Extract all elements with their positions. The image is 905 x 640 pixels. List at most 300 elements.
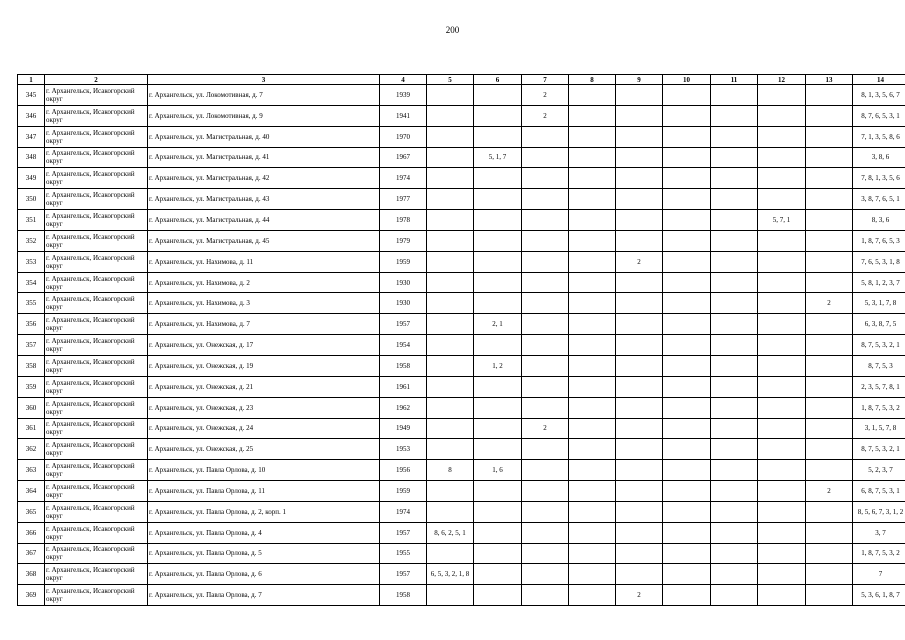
district-cell: г. Архангельск, Исакогорский округ (45, 210, 148, 231)
table-row (18, 272, 905, 293)
value-cell (427, 293, 474, 314)
row-number: 368 (18, 564, 45, 585)
value-cell (758, 543, 806, 564)
district-cell: г. Архангельск, Исакогорский округ (45, 251, 148, 272)
value-cell (569, 105, 616, 126)
table-row (18, 314, 905, 335)
table-row (18, 481, 905, 502)
value-cell (616, 230, 663, 251)
value-cell (616, 418, 663, 439)
value-cell (663, 210, 711, 231)
value-cell (474, 272, 522, 293)
value-cell (806, 105, 853, 126)
column-header: 1 (18, 75, 45, 85)
column-header: 14 (853, 75, 905, 85)
value-cell (711, 481, 758, 502)
address-cell: г. Архангельск, ул. Локомотивная, д. 7 (148, 85, 380, 106)
value-cell: 3, 8, 7, 6, 5, 1 (853, 189, 905, 210)
value-cell (616, 335, 663, 356)
value-cell (427, 418, 474, 439)
value-cell (474, 376, 522, 397)
address-cell: г. Архангельск, ул. Магистральная, д. 44 (148, 210, 380, 231)
value-cell (758, 147, 806, 168)
table-row (18, 418, 905, 439)
value-cell (522, 355, 569, 376)
value-cell: 2 (616, 251, 663, 272)
value-cell: 7, 8, 1, 3, 5, 6 (853, 168, 905, 189)
value-cell (806, 522, 853, 543)
value-cell (522, 481, 569, 502)
value-cell (616, 564, 663, 585)
value-cell (522, 272, 569, 293)
row-number: 356 (18, 314, 45, 335)
value-cell (663, 189, 711, 210)
value-cell (663, 585, 711, 606)
table-row (18, 168, 905, 189)
value-cell: 8, 5, 6, 7, 3, 1, 2 (853, 501, 905, 522)
address-cell: г. Архангельск, ул. Онежская, д. 23 (148, 397, 380, 418)
value-cell (569, 251, 616, 272)
table-row (18, 543, 905, 564)
column-header: 3 (148, 75, 380, 85)
value-cell (427, 543, 474, 564)
value-cell (663, 522, 711, 543)
value-cell: 1, 8, 7, 5, 3, 2 (853, 397, 905, 418)
row-number: 348 (18, 147, 45, 168)
table-row (18, 189, 905, 210)
value-cell (616, 272, 663, 293)
value-cell (522, 147, 569, 168)
address-cell: г. Архангельск, ул. Павла Орлова, д. 2, корп. 1 (148, 501, 380, 522)
value-cell (711, 189, 758, 210)
year-cell: 1962 (380, 397, 427, 418)
district-cell: г. Архангельск, Исакогорский округ (45, 418, 148, 439)
value-cell: 5, 3, 1, 7, 8 (853, 293, 905, 314)
value-cell: 8, 7, 6, 5, 3, 1 (853, 105, 905, 126)
value-cell (663, 501, 711, 522)
district-cell: г. Архангельск, Исакогорский округ (45, 564, 148, 585)
value-cell (569, 293, 616, 314)
value-cell (758, 355, 806, 376)
value-cell: 3, 8, 6 (853, 147, 905, 168)
row-number: 357 (18, 335, 45, 356)
row-number: 359 (18, 376, 45, 397)
value-cell (474, 293, 522, 314)
address-cell: г. Архангельск, ул. Магистральная, д. 40 (148, 126, 380, 147)
value-cell (711, 335, 758, 356)
table-row (18, 460, 905, 481)
address-cell: г. Архангельск, ул. Магистральная, д. 41 (148, 147, 380, 168)
value-cell (806, 168, 853, 189)
value-cell (522, 397, 569, 418)
value-cell (427, 251, 474, 272)
value-cell (569, 168, 616, 189)
value-cell: 3, 1, 5, 7, 8 (853, 418, 905, 439)
row-number: 360 (18, 397, 45, 418)
district-cell: г. Архангельск, Исакогорский округ (45, 355, 148, 376)
value-cell (663, 251, 711, 272)
value-cell (474, 105, 522, 126)
value-cell (663, 439, 711, 460)
value-cell (806, 210, 853, 231)
table-row (18, 439, 905, 460)
value-cell: 2 (522, 418, 569, 439)
district-cell: г. Архангельск, Исакогорский округ (45, 460, 148, 481)
year-cell: 1957 (380, 564, 427, 585)
value-cell (663, 397, 711, 418)
district-cell: г. Архангельск, Исакогорский округ (45, 126, 148, 147)
column-header: 9 (616, 75, 663, 85)
value-cell (758, 126, 806, 147)
value-cell (711, 543, 758, 564)
value-cell (806, 147, 853, 168)
value-cell (663, 564, 711, 585)
year-cell: 1967 (380, 147, 427, 168)
value-cell (522, 230, 569, 251)
value-cell (427, 376, 474, 397)
value-cell (474, 230, 522, 251)
value-cell (569, 418, 616, 439)
value-cell (711, 314, 758, 335)
value-cell (474, 481, 522, 502)
value-cell (711, 210, 758, 231)
value-cell (806, 501, 853, 522)
address-cell: г. Архангельск, ул. Павла Орлова, д. 7 (148, 585, 380, 606)
value-cell (711, 293, 758, 314)
value-cell (806, 272, 853, 293)
value-cell (806, 397, 853, 418)
value-cell (758, 335, 806, 356)
value-cell (663, 272, 711, 293)
year-cell: 1958 (380, 585, 427, 606)
value-cell (616, 376, 663, 397)
value-cell (569, 189, 616, 210)
value-cell: 2 (616, 585, 663, 606)
value-cell (474, 543, 522, 564)
address-cell: г. Архангельск, ул. Нахимова, д. 11 (148, 251, 380, 272)
value-cell (474, 418, 522, 439)
value-cell (758, 168, 806, 189)
value-cell (616, 460, 663, 481)
register-table (17, 74, 905, 606)
year-cell: 1930 (380, 293, 427, 314)
column-header: 2 (45, 75, 148, 85)
value-cell (522, 585, 569, 606)
address-cell: г. Архангельск, ул. Магистральная, д. 43 (148, 189, 380, 210)
row-number: 365 (18, 501, 45, 522)
value-cell (427, 397, 474, 418)
row-number: 350 (18, 189, 45, 210)
address-cell: г. Архангельск, ул. Онежская, д. 25 (148, 439, 380, 460)
value-cell (427, 585, 474, 606)
table-body (18, 85, 905, 606)
value-cell: 7, 6, 5, 3, 1, 8 (853, 251, 905, 272)
value-cell (616, 522, 663, 543)
row-number: 358 (18, 355, 45, 376)
value-cell (474, 335, 522, 356)
value-cell (806, 126, 853, 147)
year-cell: 1958 (380, 355, 427, 376)
row-number: 362 (18, 439, 45, 460)
row-number: 346 (18, 105, 45, 126)
value-cell (569, 126, 616, 147)
value-cell (711, 418, 758, 439)
value-cell (616, 189, 663, 210)
value-cell (427, 105, 474, 126)
value-cell (427, 189, 474, 210)
value-cell (711, 376, 758, 397)
address-cell: г. Архангельск, ул. Магистральная, д. 42 (148, 168, 380, 189)
value-cell (711, 168, 758, 189)
column-header: 5 (427, 75, 474, 85)
table-row (18, 85, 905, 106)
value-cell (522, 189, 569, 210)
value-cell: 3, 7 (853, 522, 905, 543)
year-cell: 1957 (380, 314, 427, 335)
value-cell: 5, 1, 7 (474, 147, 522, 168)
year-cell: 1978 (380, 210, 427, 231)
column-header: 4 (380, 75, 427, 85)
value-cell: 2 (522, 105, 569, 126)
value-cell (711, 564, 758, 585)
value-cell (711, 251, 758, 272)
value-cell (569, 585, 616, 606)
value-cell (616, 105, 663, 126)
value-cell (663, 481, 711, 502)
value-cell (522, 522, 569, 543)
value-cell (569, 230, 616, 251)
value-cell (711, 230, 758, 251)
year-cell: 1953 (380, 439, 427, 460)
row-number: 347 (18, 126, 45, 147)
value-cell (663, 126, 711, 147)
value-cell: 6, 5, 3, 2, 1, 8 (427, 564, 474, 585)
value-cell: 8, 6, 2, 5, 1 (427, 522, 474, 543)
table-row (18, 335, 905, 356)
value-cell (474, 522, 522, 543)
table-row (18, 564, 905, 585)
year-cell: 1959 (380, 481, 427, 502)
address-cell: г. Архангельск, ул. Нахимова, д. 2 (148, 272, 380, 293)
row-number: 366 (18, 522, 45, 543)
year-cell: 1941 (380, 105, 427, 126)
value-cell (616, 481, 663, 502)
district-cell: г. Архангельск, Исакогорский округ (45, 522, 148, 543)
value-cell (616, 314, 663, 335)
value-cell (758, 564, 806, 585)
address-cell: г. Архангельск, ул. Павла Орлова, д. 10 (148, 460, 380, 481)
value-cell (663, 543, 711, 564)
table-row (18, 397, 905, 418)
value-cell: 2 (806, 293, 853, 314)
value-cell (711, 126, 758, 147)
year-cell: 1974 (380, 168, 427, 189)
value-cell (806, 439, 853, 460)
column-header: 8 (569, 75, 616, 85)
year-cell: 1970 (380, 126, 427, 147)
row-number: 361 (18, 418, 45, 439)
value-cell (663, 168, 711, 189)
value-cell (663, 355, 711, 376)
address-cell: г. Архангельск, ул. Нахимова, д. 7 (148, 314, 380, 335)
value-cell (427, 210, 474, 231)
value-cell (806, 418, 853, 439)
year-cell: 1977 (380, 189, 427, 210)
value-cell (663, 376, 711, 397)
value-cell (758, 314, 806, 335)
district-cell: г. Архангельск, Исакогорский округ (45, 335, 148, 356)
value-cell: 8 (427, 460, 474, 481)
value-cell: 5, 3, 6, 1, 8, 7 (853, 585, 905, 606)
value-cell (616, 147, 663, 168)
row-number: 353 (18, 251, 45, 272)
row-number: 345 (18, 85, 45, 106)
value-cell: 5, 7, 1 (758, 210, 806, 231)
value-cell (758, 481, 806, 502)
value-cell (569, 376, 616, 397)
value-cell: 6, 3, 8, 7, 5 (853, 314, 905, 335)
row-number: 351 (18, 210, 45, 231)
table-row (18, 522, 905, 543)
value-cell (711, 585, 758, 606)
value-cell (758, 251, 806, 272)
address-cell: г. Архангельск, ул. Онежская, д. 17 (148, 335, 380, 356)
value-cell (806, 85, 853, 106)
district-cell: г. Архангельск, Исакогорский округ (45, 543, 148, 564)
value-cell (522, 564, 569, 585)
value-cell: 5, 2, 3, 7 (853, 460, 905, 481)
address-cell: г. Архангельск, ул. Павла Орлова, д. 5 (148, 543, 380, 564)
value-cell (522, 293, 569, 314)
value-cell (663, 335, 711, 356)
value-cell (474, 564, 522, 585)
value-cell (711, 522, 758, 543)
value-cell (711, 501, 758, 522)
value-cell (522, 251, 569, 272)
year-cell: 1939 (380, 85, 427, 106)
value-cell (427, 168, 474, 189)
value-cell (711, 272, 758, 293)
row-number: 367 (18, 543, 45, 564)
value-cell: 8, 3, 6 (853, 210, 905, 231)
value-cell (711, 397, 758, 418)
value-cell (569, 564, 616, 585)
value-cell (474, 397, 522, 418)
value-cell (663, 147, 711, 168)
column-header: 6 (474, 75, 522, 85)
value-cell (522, 376, 569, 397)
value-cell (806, 335, 853, 356)
value-cell (806, 543, 853, 564)
district-cell: г. Архангельск, Исакогорский округ (45, 585, 148, 606)
value-cell (758, 460, 806, 481)
value-cell (806, 230, 853, 251)
table-row (18, 210, 905, 231)
value-cell (569, 272, 616, 293)
value-cell (522, 335, 569, 356)
district-cell: г. Архангельск, Исакогорский округ (45, 376, 148, 397)
table-row (18, 376, 905, 397)
value-cell (663, 293, 711, 314)
table-row (18, 501, 905, 522)
value-cell (427, 147, 474, 168)
value-cell (522, 314, 569, 335)
value-cell (758, 397, 806, 418)
value-cell (474, 439, 522, 460)
column-header: 7 (522, 75, 569, 85)
row-number: 369 (18, 585, 45, 606)
value-cell (616, 439, 663, 460)
column-header: 11 (711, 75, 758, 85)
value-cell (711, 147, 758, 168)
year-cell: 1957 (380, 522, 427, 543)
value-cell: 8, 1, 3, 5, 6, 7 (853, 85, 905, 106)
value-cell (522, 543, 569, 564)
year-cell: 1956 (380, 460, 427, 481)
value-cell (806, 585, 853, 606)
table-row (18, 126, 905, 147)
value-cell: 8, 7, 5, 3 (853, 355, 905, 376)
value-cell (474, 585, 522, 606)
value-cell (427, 481, 474, 502)
value-cell (616, 293, 663, 314)
value-cell (663, 418, 711, 439)
value-cell: 1, 2 (474, 355, 522, 376)
value-cell (616, 210, 663, 231)
value-cell (427, 272, 474, 293)
address-cell: г. Архангельск, ул. Онежская, д. 21 (148, 376, 380, 397)
value-cell (616, 355, 663, 376)
year-cell: 1959 (380, 251, 427, 272)
column-header: 13 (806, 75, 853, 85)
column-header: 12 (758, 75, 806, 85)
district-cell: г. Архангельск, Исакогорский округ (45, 481, 148, 502)
value-cell (758, 105, 806, 126)
value-cell (569, 210, 616, 231)
value-cell (427, 439, 474, 460)
value-cell (569, 85, 616, 106)
address-cell: г. Архангельск, ул. Магистральная, д. 45 (148, 230, 380, 251)
value-cell (474, 251, 522, 272)
value-cell (569, 147, 616, 168)
address-cell: г. Архангельск, ул. Павла Орлова, д. 11 (148, 481, 380, 502)
row-number: 349 (18, 168, 45, 189)
value-cell (569, 481, 616, 502)
year-cell: 1930 (380, 272, 427, 293)
address-cell: г. Архангельск, ул. Нахимова, д. 3 (148, 293, 380, 314)
district-cell: г. Архангельск, Исакогорский округ (45, 105, 148, 126)
value-cell (663, 105, 711, 126)
value-cell (474, 210, 522, 231)
address-cell: г. Архангельск, ул. Павла Орлова, д. 6 (148, 564, 380, 585)
value-cell (616, 168, 663, 189)
value-cell (474, 168, 522, 189)
value-cell (758, 230, 806, 251)
value-cell (522, 126, 569, 147)
value-cell (569, 543, 616, 564)
value-cell (758, 439, 806, 460)
table-row (18, 293, 905, 314)
value-cell: 8, 7, 5, 3, 2, 1 (853, 335, 905, 356)
value-cell (806, 355, 853, 376)
value-cell: 6, 8, 7, 5, 3, 1 (853, 481, 905, 502)
value-cell (522, 210, 569, 231)
value-cell (569, 439, 616, 460)
value-cell (758, 85, 806, 106)
value-cell (474, 126, 522, 147)
value-cell (711, 105, 758, 126)
district-cell: г. Архангельск, Исакогорский округ (45, 293, 148, 314)
